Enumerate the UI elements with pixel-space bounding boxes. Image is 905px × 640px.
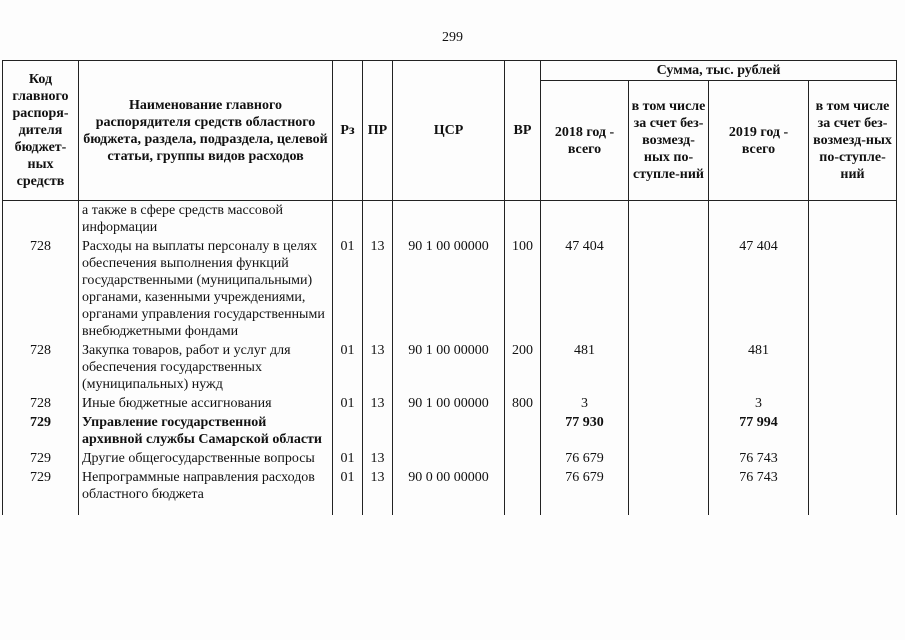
header-2018-incl: в том числе за счет без-возмезд-ных по-ступле-ний [629, 81, 709, 201]
cell-2019-incl [809, 449, 897, 468]
table-row [3, 394, 897, 413]
cell-2019-incl [809, 468, 897, 515]
cell-2019-incl [809, 394, 897, 413]
budget-table [2, 60, 897, 515]
cell-2018-total [541, 201, 629, 238]
cell-name: Управление государственной архивной службы Самарской области [79, 413, 333, 449]
cell-2018-incl [629, 201, 709, 238]
cell-vr: 800 [505, 394, 541, 413]
cell-pr: 13 [363, 341, 393, 394]
cell-2018-incl [629, 341, 709, 394]
cell-code: 729 [3, 413, 79, 449]
cell-rz [333, 201, 363, 238]
cell-2019-incl [809, 237, 897, 341]
cell-2019-incl [809, 413, 897, 449]
cell-rz: 01 [333, 468, 363, 515]
cell-csr [393, 449, 505, 468]
cell-2018-incl [629, 449, 709, 468]
cell-code: 728 [3, 394, 79, 413]
cell-code: 728 [3, 237, 79, 341]
cell-pr [363, 201, 393, 238]
table-row [3, 237, 897, 341]
cell-pr: 13 [363, 394, 393, 413]
cell-pr: 13 [363, 449, 393, 468]
cell-2018-total: 47 404 [541, 237, 629, 341]
cell-2019-total: 76 743 [709, 468, 809, 515]
cell-2019-total: 77 994 [709, 413, 809, 449]
cell-rz: 01 [333, 394, 363, 413]
cell-pr: 13 [363, 237, 393, 341]
cell-2018-incl [629, 394, 709, 413]
cell-vr: 100 [505, 237, 541, 341]
cell-csr: 90 1 00 00000 [393, 341, 505, 394]
header-vr: ВР [505, 61, 541, 201]
cell-code: 728 [3, 341, 79, 394]
table-row [3, 201, 897, 238]
cell-csr: 90 0 00 00000 [393, 468, 505, 515]
page-number: 299 [442, 30, 463, 45]
cell-csr [393, 413, 505, 449]
cell-2018-incl [629, 237, 709, 341]
cell-2018-total: 77 930 [541, 413, 629, 449]
cell-rz: 01 [333, 341, 363, 394]
cell-2018-total: 76 679 [541, 468, 629, 515]
cell-name: а также в сфере средств массовой информации [79, 201, 333, 238]
header-pr: ПР [363, 61, 393, 201]
cell-csr: 90 1 00 00000 [393, 394, 505, 413]
table-row [3, 413, 897, 449]
cell-code: 729 [3, 449, 79, 468]
cell-2018-incl [629, 468, 709, 515]
cell-vr [505, 413, 541, 449]
cell-2019-total: 3 [709, 394, 809, 413]
cell-name: Иные бюджетные ассигнования [79, 394, 333, 413]
cell-code [3, 201, 79, 238]
table-row [3, 449, 897, 468]
header-csr: ЦСР [393, 61, 505, 201]
cell-csr: 90 1 00 00000 [393, 237, 505, 341]
cell-name: Непрограммные направления расходов областного бюджета [79, 468, 333, 515]
cell-name: Расходы на выплаты персоналу в целях обеспечения выполнения функций государственными (муниципальными) органами, казенными учреждениями, органами управления государственными внебюджетными фондами [79, 237, 333, 341]
cell-name: Закупка товаров, работ и услуг для обеспечения государственных (муниципальных) нужд [79, 341, 333, 394]
header-rz: Рз [333, 61, 363, 201]
cell-2018-incl [629, 413, 709, 449]
cell-2019-total: 481 [709, 341, 809, 394]
cell-vr: 200 [505, 341, 541, 394]
cell-2018-total: 3 [541, 394, 629, 413]
header-2019-total: 2019 год - всего [709, 81, 809, 201]
header-2019-incl: в том числе за счет без-возмезд-ных по-ступле-ний [809, 81, 897, 201]
header-sum: Сумма, тыс. рублей [541, 61, 897, 81]
cell-code: 729 [3, 468, 79, 515]
cell-vr [505, 468, 541, 515]
cell-pr: 13 [363, 468, 393, 515]
header-2018-total: 2018 год - всего [541, 81, 629, 201]
cell-vr [505, 449, 541, 468]
cell-2019-total: 76 743 [709, 449, 809, 468]
cell-2019-incl [809, 341, 897, 394]
cell-rz: 01 [333, 237, 363, 341]
cell-csr [393, 201, 505, 238]
cell-pr [363, 413, 393, 449]
cell-rz [333, 413, 363, 449]
cell-rz: 01 [333, 449, 363, 468]
cell-name: Другие общегосударственные вопросы [79, 449, 333, 468]
table-row [3, 468, 897, 515]
cell-2019-total: 47 404 [709, 237, 809, 341]
cell-2018-total: 481 [541, 341, 629, 394]
cell-2018-total: 76 679 [541, 449, 629, 468]
cell-2019-incl [809, 201, 897, 238]
table-row [3, 341, 897, 394]
cell-2019-total [709, 201, 809, 238]
header-name: Наименование главного распорядителя средств областного бюджета, раздела, подраздела, целевой статьи, группы видов расходов [79, 61, 333, 201]
header-code: Код главного распоря-дителя бюджет-ных средств [3, 61, 79, 201]
cell-vr [505, 201, 541, 238]
